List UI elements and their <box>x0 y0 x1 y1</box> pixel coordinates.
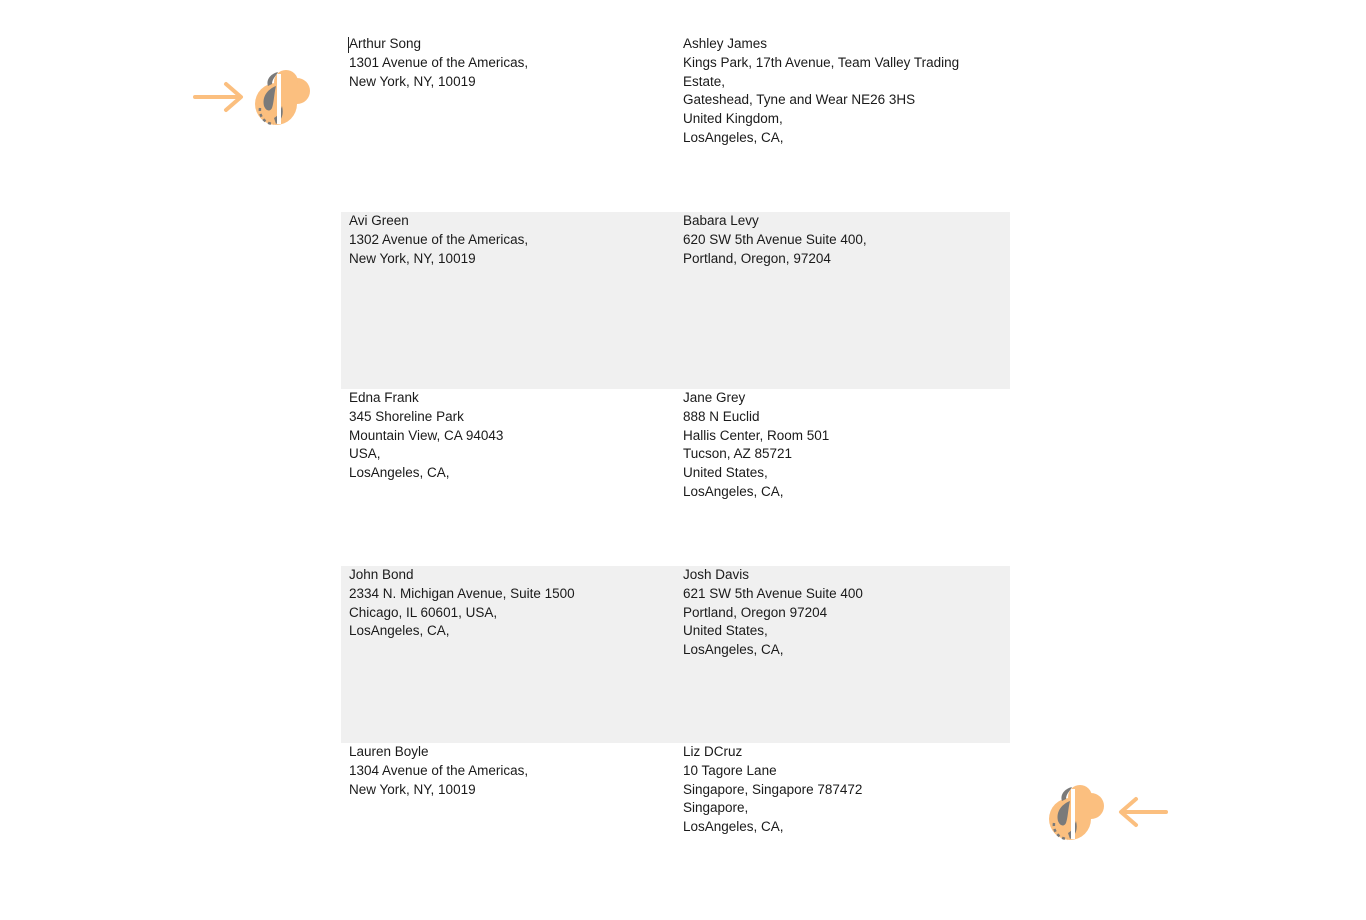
label-ashley-james[interactable] <box>675 35 1010 212</box>
label-edna-frank[interactable] <box>341 389 675 566</box>
address-line: 620 SW 5th Avenue Suite 400, <box>683 231 867 247</box>
recipient-name: Arthur Song <box>349 36 422 51</box>
address-line: 1304 Avenue of the Americas, <box>349 762 529 778</box>
label-john-bond[interactable] <box>341 566 675 743</box>
address-line: Portland, Oregon 97204 <box>683 604 828 620</box>
recipient-name: Jane Grey <box>683 390 746 405</box>
address-line: LosAngeles, CA, <box>349 623 450 639</box>
arrow-icon <box>195 84 241 110</box>
address-line: 345 Shoreline Park <box>349 408 464 424</box>
address-line: LosAngeles, CA, <box>683 642 784 658</box>
address-line: United States, <box>683 465 768 481</box>
address-line: New York, NY, 10019 <box>349 250 476 266</box>
address-line: 1302 Avenue of the Americas, <box>349 231 529 247</box>
recipient-name: Ashley James <box>683 36 768 51</box>
label-avi-green[interactable] <box>341 212 675 389</box>
address-line: New York, NY, 10019 <box>349 781 476 797</box>
head-profile-icon <box>255 70 310 125</box>
label-lauren-boyle[interactable] <box>341 743 675 920</box>
label-arthur-song[interactable] <box>341 35 675 212</box>
address-line: 1301 Avenue of the Americas, <box>349 54 529 70</box>
label-jane-grey[interactable] <box>675 389 1010 566</box>
recipient-name: Lauren Boyle <box>349 744 429 759</box>
address-line: LosAngeles, CA, <box>683 819 784 835</box>
address-line: 621 SW 5th Avenue Suite 400 <box>683 585 863 601</box>
recipient-name: Liz DCruz <box>683 744 743 759</box>
text-cursor <box>348 37 349 53</box>
address-line: Chicago, IL 60601, USA, <box>349 604 498 620</box>
address-line: LosAngeles, CA, <box>683 483 784 499</box>
recipient-name: Josh Davis <box>683 567 750 582</box>
mailing-labels-grid <box>341 35 1010 920</box>
bracket-start-marker-icon <box>190 64 315 130</box>
address-line: 10 Tagore Lane <box>683 762 777 778</box>
bracket-end-marker-icon <box>1042 779 1170 845</box>
head-profile-icon <box>1049 785 1104 840</box>
address-line: Hallis Center, Room 501 <box>683 427 830 443</box>
label-liz-dcruz[interactable] <box>675 743 1010 920</box>
address-line: Kings Park, 17th Avenue, Team Valley Trading <box>683 54 960 70</box>
recipient-name: Babara Levy <box>683 213 759 228</box>
address-line: Portland, Oregon, 97204 <box>683 250 831 266</box>
address-line: United States, <box>683 623 768 639</box>
address-line: Singapore, Singapore 787472 <box>683 781 863 797</box>
address-line: LosAngeles, CA, <box>349 465 450 481</box>
label-babara-levy[interactable] <box>675 212 1010 389</box>
address-line: Mountain View, CA 94043 <box>349 427 504 443</box>
address-line: 2334 N. Michigan Avenue, Suite 1500 <box>349 585 575 601</box>
recipient-name: John Bond <box>349 567 414 582</box>
address-line: Gateshead, Tyne and Wear NE26 3HS <box>683 92 916 108</box>
address-line: LosAngeles, CA, <box>683 129 784 145</box>
address-line: USA, <box>349 446 381 462</box>
address-line: Singapore, <box>683 800 749 816</box>
arrow-icon <box>1121 799 1166 825</box>
recipient-name: Avi Green <box>349 213 409 228</box>
address-line: Estate, <box>683 73 726 89</box>
address-line: Tucson, AZ 85721 <box>683 446 793 462</box>
address-line: New York, NY, 10019 <box>349 73 476 89</box>
address-line: United Kingdom, <box>683 111 783 127</box>
label-josh-davis[interactable] <box>675 566 1010 743</box>
address-line: 888 N Euclid <box>683 408 760 424</box>
recipient-name: Edna Frank <box>349 390 419 405</box>
